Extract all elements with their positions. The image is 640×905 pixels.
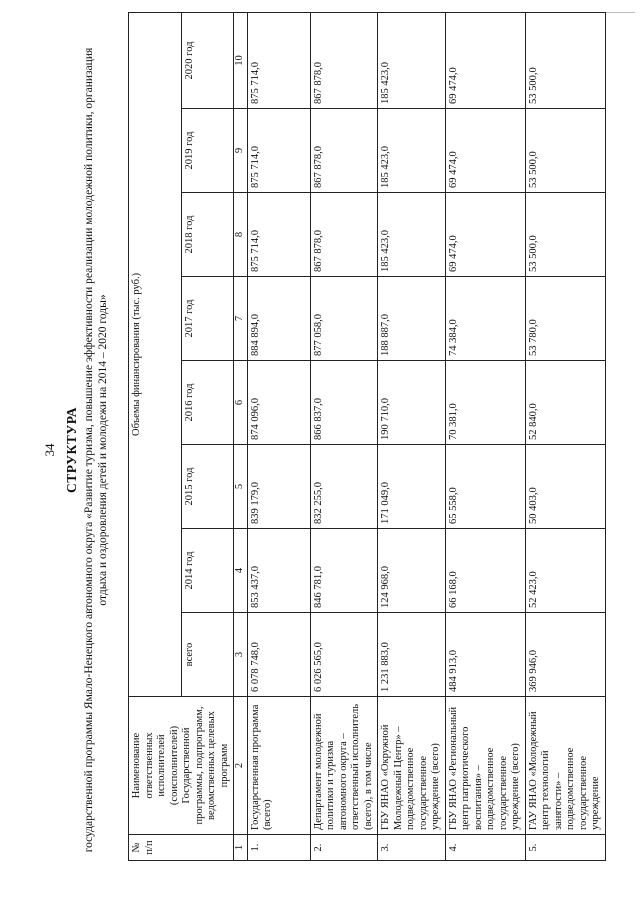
row-value: 185 423,0 bbox=[378, 12, 446, 108]
document-title: СТРУКТУРА bbox=[64, 406, 79, 494]
row-name: ГАУ ЯНАО «Молодежный центр технологий занятости» – подведомственное государственное учреждение bbox=[525, 697, 605, 835]
row-value: 65 558,0 bbox=[445, 445, 525, 529]
header-year: 2017 год bbox=[181, 277, 234, 361]
row-total: 1 231 883,0 bbox=[378, 613, 446, 697]
column-index: 10 bbox=[234, 12, 248, 108]
header-name: Наименование ответственных исполнителей (соисполнителей) Государственной программы, подпрограмм, ведомственных целевых программ bbox=[129, 697, 234, 835]
row-name: Государственная программа (всего) bbox=[247, 697, 310, 835]
row-value: 867 878,0 bbox=[310, 193, 378, 277]
row-total: 6 078 748,0 bbox=[247, 613, 310, 697]
row-value: 867 878,0 bbox=[310, 12, 378, 108]
row-value: 190 710,0 bbox=[378, 361, 446, 445]
row-value: 846 781,0 bbox=[310, 529, 378, 613]
table-row bbox=[310, 12, 378, 860]
row-value: 188 887,0 bbox=[378, 277, 446, 361]
row-value: 866 837,0 bbox=[310, 361, 378, 445]
column-index: 9 bbox=[234, 109, 248, 193]
row-value: 853 437,0 bbox=[247, 529, 310, 613]
row-value: 70 381,0 bbox=[445, 361, 525, 445]
row-num: 1. bbox=[247, 835, 310, 861]
header-year: 2016 год bbox=[181, 361, 234, 445]
row-name: ГБУ ЯНАО «Региональный центр патриотического воспитания» – подведомственное государственное учреждение (всего) bbox=[445, 697, 525, 835]
column-index: 7 bbox=[234, 277, 248, 361]
header-year: 2019 год bbox=[181, 109, 234, 193]
row-value: 69 474,0 bbox=[445, 12, 525, 108]
row-value: 875 714,0 bbox=[247, 109, 310, 193]
row-name: Департамент молодежной политики и туризма автономного округа – ответственный исполнитель (всего), в том числе bbox=[310, 697, 378, 835]
column-index: 1 bbox=[234, 835, 248, 861]
row-value: 875 714,0 bbox=[247, 12, 310, 108]
header-row-1 bbox=[129, 12, 182, 860]
row-value: 874 096,0 bbox=[247, 361, 310, 445]
row-num: 3. bbox=[378, 835, 446, 861]
column-index: 6 bbox=[234, 361, 248, 445]
row-value: 53 500,0 bbox=[525, 12, 605, 108]
row-total: 484 913,0 bbox=[445, 613, 525, 697]
row-value: 185 423,0 bbox=[378, 109, 446, 193]
row-value: 53 500,0 bbox=[525, 193, 605, 277]
funding-structure-table bbox=[128, 12, 606, 861]
column-index-row bbox=[234, 12, 248, 860]
header-total: всего bbox=[181, 613, 234, 697]
header-year: 2014 год bbox=[181, 529, 234, 613]
header-year: 2018 год bbox=[181, 193, 234, 277]
row-value: 69 474,0 bbox=[445, 109, 525, 193]
column-index: 3 bbox=[234, 613, 248, 697]
row-num: 5. bbox=[525, 835, 605, 861]
row-name: ГБУ ЯНАО «Окружной Молодежный Центр» – подведомственное государственное учреждение (всего) bbox=[378, 697, 446, 835]
row-num: 2. bbox=[310, 835, 378, 861]
header-year: 2020 год bbox=[181, 12, 234, 108]
rotated-page bbox=[42, 15, 601, 885]
table-row bbox=[525, 12, 605, 860]
document-subtitle: государственной программы Ямало-Ненецкого автономного округа «Развитие туризма, повышение эффективности реализации молодежной политики, организация отдыха и оздоровления детей и молодежи на 2014 – 2020 годы» bbox=[83, 47, 109, 853]
row-value: 884 894,0 bbox=[247, 277, 310, 361]
page-number: 34 bbox=[42, 443, 57, 457]
row-value: 875 714,0 bbox=[247, 193, 310, 277]
row-value: 52 840,0 bbox=[525, 361, 605, 445]
row-value: 66 168,0 bbox=[445, 529, 525, 613]
row-value: 124 968,0 bbox=[378, 529, 446, 613]
column-index: 2 bbox=[234, 697, 248, 835]
row-value: 867 878,0 bbox=[310, 109, 378, 193]
row-value: 74 384,0 bbox=[445, 277, 525, 361]
row-value: 171 049,0 bbox=[378, 445, 446, 529]
table-row bbox=[378, 12, 446, 860]
row-value: 839 179,0 bbox=[247, 445, 310, 529]
row-value: 185 423,0 bbox=[378, 193, 446, 277]
row-value: 69 474,0 bbox=[445, 193, 525, 277]
column-index: 5 bbox=[234, 445, 248, 529]
row-total: 369 946,0 bbox=[525, 613, 605, 697]
header-volumes: Объемы финансирования (тыс. руб.) bbox=[129, 12, 182, 696]
row-value: 832 255,0 bbox=[310, 445, 378, 529]
table-row bbox=[247, 12, 310, 860]
row-value: 50 403,0 bbox=[525, 445, 605, 529]
row-value: 52 423,0 bbox=[525, 529, 605, 613]
row-num: 4. bbox=[445, 835, 525, 861]
table-row bbox=[445, 12, 525, 860]
column-index: 4 bbox=[234, 529, 248, 613]
row-value: 53 780,0 bbox=[525, 277, 605, 361]
header-year: 2015 год bbox=[181, 445, 234, 529]
row-total: 6 026 565,0 bbox=[310, 613, 378, 697]
row-value: 53 500,0 bbox=[525, 109, 605, 193]
column-index: 8 bbox=[234, 193, 248, 277]
header-num: № п/п bbox=[129, 835, 234, 861]
row-value: 877 058,0 bbox=[310, 277, 378, 361]
